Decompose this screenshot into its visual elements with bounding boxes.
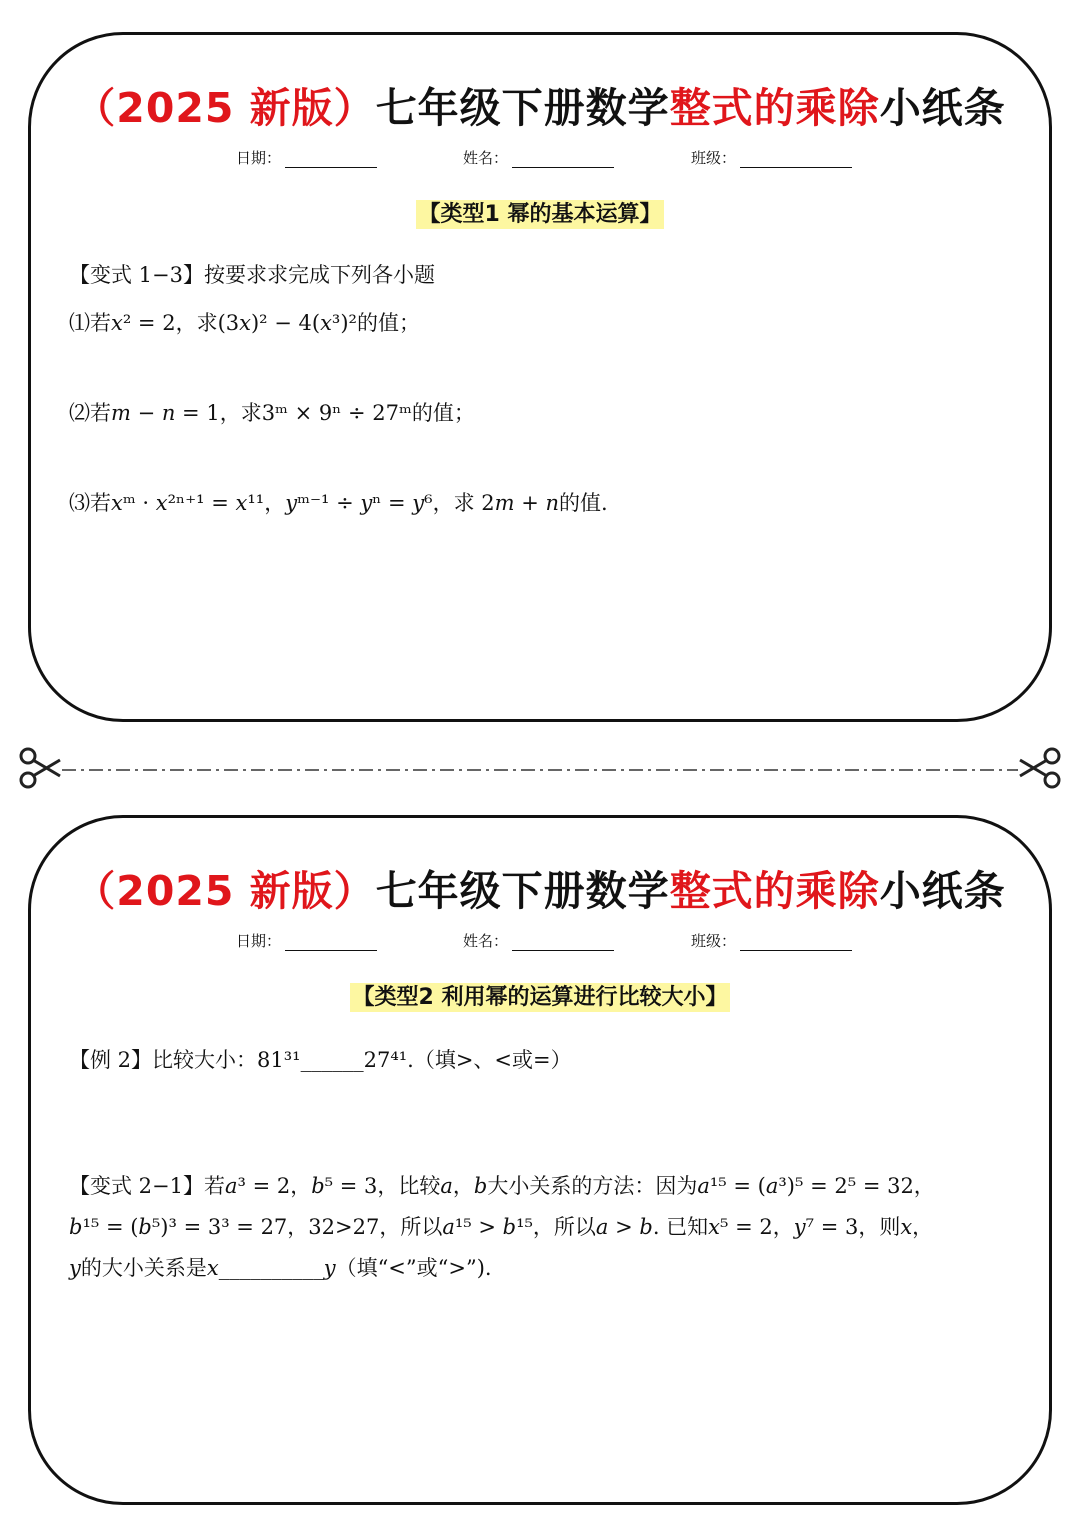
example-2: 【例 2】比较大小：81³¹______27⁴¹.（填>、<或=）	[69, 1048, 572, 1072]
date-blank[interactable]	[285, 149, 377, 168]
info-fields	[31, 147, 1049, 173]
name-blank[interactable]	[512, 932, 614, 951]
title-year: （2025 新版）	[74, 867, 376, 915]
question-1: ⑴若𝑥² = 2，求(3𝑥)² − 4(𝑥³)²的值；	[69, 311, 420, 335]
type-heading	[31, 980, 1049, 1011]
variant-2-1-line-2: 𝑏¹⁵ = (𝑏⁵)³ = 3³ = 27，32>27，所以𝑎¹⁵ > 𝑏¹⁵，所以𝑎 > 𝑏. 已知𝑥⁵ = 2，𝑦⁷ = 3，则𝑥，	[69, 1215, 934, 1239]
class-field[interactable]	[691, 930, 852, 951]
page-title	[31, 75, 1049, 134]
class-field[interactable]	[691, 147, 852, 168]
title-topic: 整式的乘除	[669, 84, 880, 132]
date-field[interactable]	[236, 930, 377, 951]
scissors-icon	[1018, 746, 1062, 790]
dash-dot-cut-line	[0, 768, 1080, 772]
question-3: ⑶若𝑥ᵐ · 𝑥²ⁿ⁺¹ = 𝑥¹¹，𝑦ᵐ⁻¹ ÷ 𝑦ⁿ = 𝑦⁶，求 2𝑚 + 𝑛的值.	[69, 491, 608, 515]
title-suffix: 小纸条	[879, 84, 1006, 132]
date-label: 日期：	[236, 932, 282, 950]
name-field[interactable]	[463, 147, 614, 168]
date-field[interactable]	[236, 147, 377, 168]
name-field[interactable]	[463, 930, 614, 951]
class-blank[interactable]	[740, 932, 852, 951]
type-heading-text: 【类型1 幂的基本运算】	[416, 200, 665, 229]
type-heading-text: 【类型2 利用幂的运算进行比较大小】	[350, 983, 731, 1012]
name-label: 姓名：	[463, 149, 509, 167]
title-suffix: 小纸条	[879, 867, 1006, 915]
variant-2-1-line-1: 【变式 2−1】若𝑎³ = 2，𝑏⁵ = 3，比较𝑎，𝑏大小关系的方法：因为𝑎¹⁵ = (𝑎³)⁵ = 2⁵ = 32，	[69, 1174, 935, 1198]
page-title	[31, 858, 1049, 917]
variant-intro: 【变式 1−3】按要求求完成下列各小题	[69, 263, 435, 287]
question-2: ⑵若𝑚 − 𝑛 = 1，求3ᵐ × 9ⁿ ÷ 27ᵐ的值；	[69, 401, 475, 425]
class-label: 班级：	[691, 149, 737, 167]
title-grade: 七年级下册数学	[375, 84, 670, 132]
date-label: 日期：	[236, 149, 282, 167]
class-label: 班级：	[691, 932, 737, 950]
info-fields	[31, 930, 1049, 956]
type-heading	[31, 197, 1049, 228]
note-card-1	[28, 32, 1052, 722]
date-blank[interactable]	[285, 932, 377, 951]
title-topic: 整式的乘除	[669, 867, 880, 915]
note-card-2	[28, 815, 1052, 1505]
class-blank[interactable]	[740, 149, 852, 168]
title-year: （2025 新版）	[74, 84, 376, 132]
title-grade: 七年级下册数学	[375, 867, 670, 915]
variant-2-1-line-3: 𝑦的大小关系是𝑥__________𝑦（填“<”或“>”).	[69, 1256, 492, 1280]
name-label: 姓名：	[463, 932, 509, 950]
name-blank[interactable]	[512, 149, 614, 168]
